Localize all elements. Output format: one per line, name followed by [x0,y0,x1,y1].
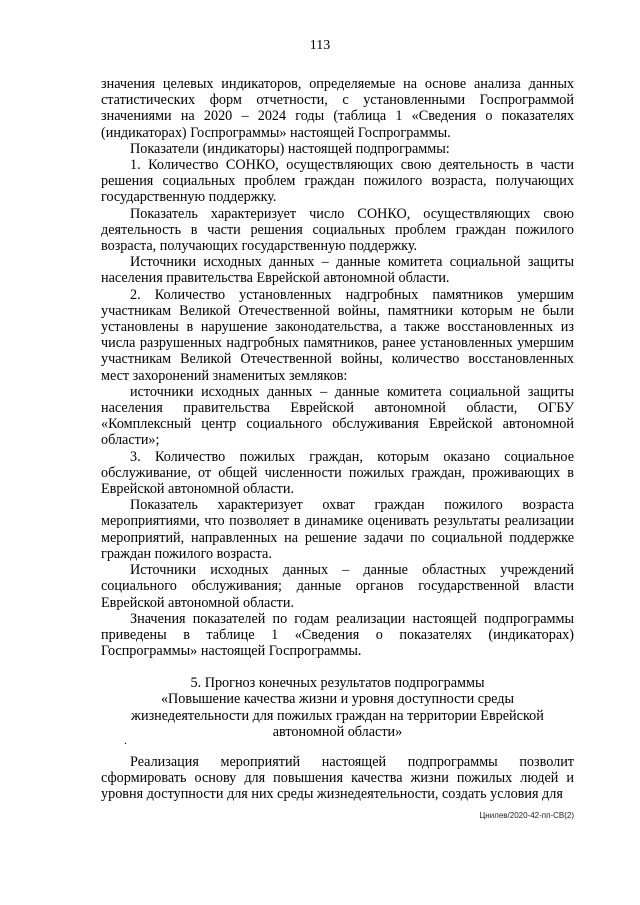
paragraph-indicators-intro: значения целевых индикаторов, определяемые на основе анализа данных статистических форм отчетности, с установленными Госпрограммой значениями на 2020 – 2024 годы (таблица 1 «Сведения о показателях (индикаторах) Госпрограммы» настоящей Госпрограммы. [101,76,574,141]
paragraph-indicator-2-sources: источники исходных данных – данные комитета социальной защиты населения правительства Еврейской автономной области, ОГБУ «Комплексный центр социального обслуживания Еврейской автономной области»; [101,383,574,449]
paragraph-indicator-1-description: Показатель характеризует число СОНКО, осуществляющих свою деятельность в части решения социальных проблем граждан пожилого возраста, получающих государственную поддержку. [101,205,574,255]
heading-line: 5. Прогноз конечных результатов подпрограммы [190,675,485,691]
document-footer-code: Цнилев/2020-42-пп-СВ(2) [479,811,574,820]
body-text [101,76,574,659]
heading-line: «Повышение качества жизни и уровня доступности среды [160,691,515,708]
paragraph-indicator-1: 1. Количество СОНКО, осуществляющих свою деятельность в части решения социальных проблем граждан пожилого возраста, получающих государственную поддержку. [101,157,574,206]
paragraph-indicator-values: Значения показателей по годам реализации настоящей подпрограммы приведены в таблице 1 «Сведения о показателях (индикаторах) Госпрограммы» настоящей Госпрограммы. [101,610,574,660]
paragraph-indicator-2: 2. Количество установленных надгробных памятников умершим участникам Великой Отечественной войны, памятники которым не были установлены в нарушение законодательства, а также восстановленных из числа разрушенных надгробных памятников, ранее установленных умершим участникам Великой Отечественной войны, количество восстановленных мест захоронений знаменитых земляков: [101,286,574,384]
paragraph-indicators-heading: Показатели (индикаторы) настоящей подпрограммы: [130,140,450,157]
paragraph-indicator-3-description: Показатель характеризует охват граждан пожилого возраста мероприятиями, что позволяет в динамике оценивать результаты реализации мероприятий, направленных на решение задачи по социальной поддержке граждан пожилого возраста. [101,497,574,562]
body-text-continued [101,754,574,803]
heading-line: жизнедеятельности для пожилых граждан на территории Еврейской [131,707,544,724]
page-number: 113 [309,38,331,53]
section-heading [101,675,574,740]
paragraph-indicator-3: 3. Количество пожилых граждан, которым оказано социальное обслуживание, от общей численности пожилых граждан, проживающих в Еврейской автономной области. [101,448,574,498]
heading-line: автономной области» [272,723,403,740]
paragraph-indicator-1-sources: Источники исходных данных – данные комитета социальной защиты населения правительства Еврейской автономной области. [101,254,574,287]
paragraph-forecast: Реализация мероприятий настоящей подпрограммы позволит сформировать основу для повышения качества жизни пожилых людей и уровня доступности для них среды жизнедеятельности, создать условия для [101,754,574,803]
paragraph-indicator-3-sources: Источники исходных данных – данные областных учреждений социального обслуживания; данные органов государственной власти Еврейской автономной области. [101,562,574,611]
stray-mark: . [124,733,127,747]
